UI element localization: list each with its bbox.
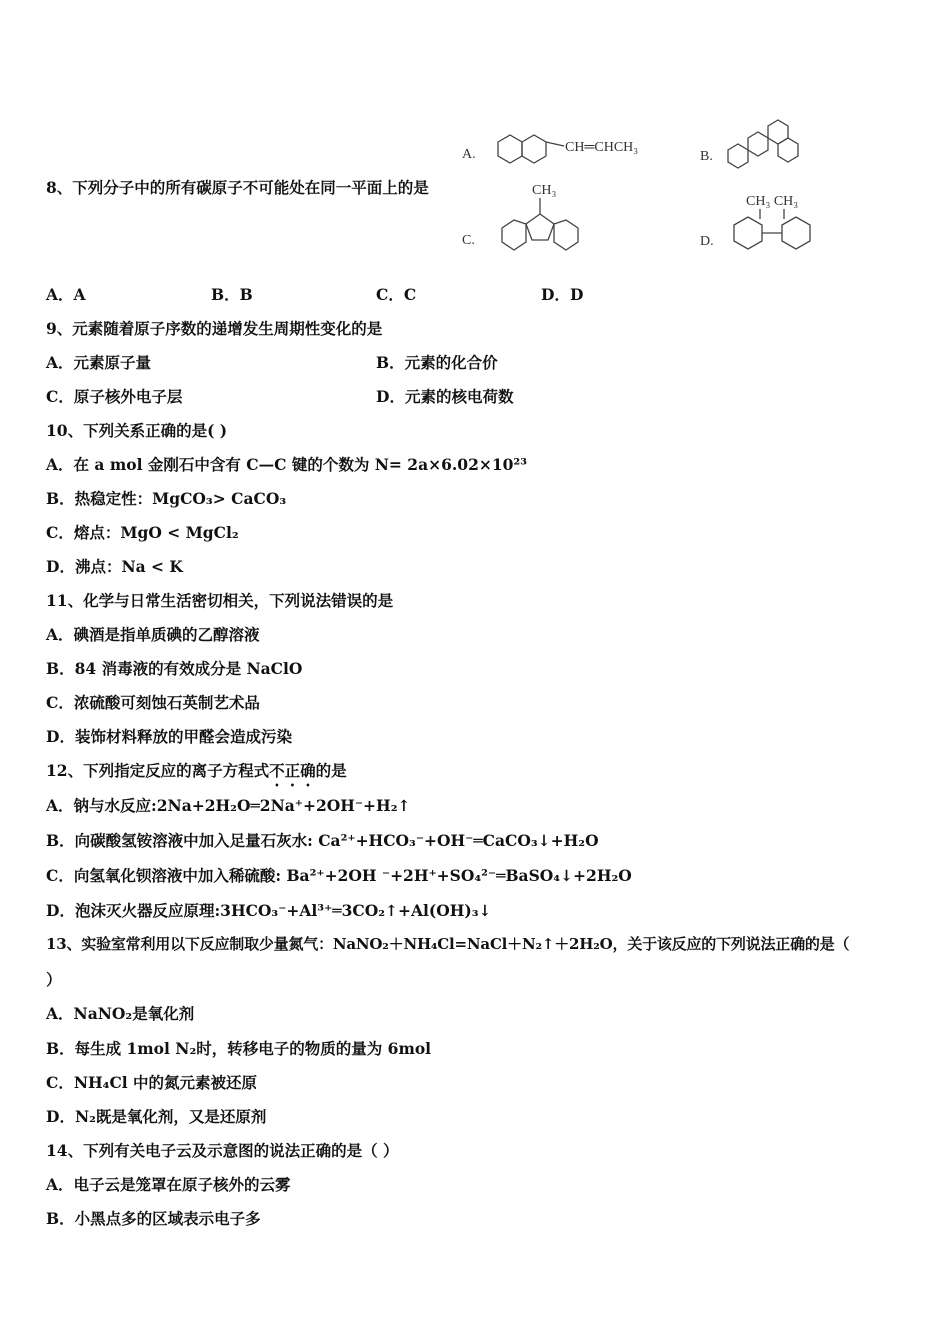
q8-option-a[interactable]: A．A xyxy=(46,285,86,304)
q13-option-d[interactable]: D．N₂既是氧化剂，又是还原剂 xyxy=(46,1107,267,1126)
q11-stem: 11、化学与日常生活密切相关，下列说法错误的是 xyxy=(46,591,394,610)
q10-option-b[interactable]: B．热稳定性：MgCO₃> CaCO₃ xyxy=(46,489,287,508)
q14-option-a[interactable]: A．电子云是笼罩在原子核外的云雾 xyxy=(46,1175,291,1194)
q11-option-c[interactable]: C．浓硫酸可刻蚀石英制艺术品 xyxy=(46,693,260,712)
q13-option-b[interactable]: B．每生成 1mol N₂时，转移电子的物质的量为 6mol xyxy=(46,1039,432,1058)
q9-option-a[interactable]: A．元素原子量 xyxy=(46,353,152,372)
structure-a-chain: CH═CHCH₃ xyxy=(565,140,639,155)
q13-option-a[interactable]: A．NaNO₂是氧化剂 xyxy=(46,1004,195,1023)
structure-c xyxy=(460,178,600,260)
q12-stem-post: 的是 xyxy=(315,761,347,780)
q12-option-d[interactable]: D．泡沫灭火器反应原理:3HCO₃⁻+Al³⁺═3CO₂↑+Al(OH)₃↓ xyxy=(46,901,492,920)
q9-stem: 9、元素随着原子序数的递增发生周期性变化的是 xyxy=(46,319,383,338)
q12-stem xyxy=(46,761,347,790)
q12-option-a[interactable]: A．钠与水反应:2Na+2H₂O═2Na⁺+2OH⁻+H₂↑ xyxy=(46,796,411,815)
structure-b xyxy=(698,118,823,178)
dimethylbiphenyl-ring-icon xyxy=(734,209,810,249)
q8-stem: 8、下列分子中的所有碳原子不可能处在同一平面上的是 xyxy=(46,178,429,197)
structure-c-methyl: CH₃ xyxy=(532,183,557,198)
structure-d-methyls: CH₃ CH₃ xyxy=(746,194,799,209)
q13-stem-cont: ） xyxy=(46,970,62,989)
q11-option-a[interactable]: A．碘酒是指单质碘的乙醇溶液 xyxy=(46,625,260,644)
q13-stem: 13、实验室常利用以下反应制取少量氮气：NaNO₂＋NH₄Cl=NaCl＋N₂↑＋2H₂O，关于该反应的下列说法正确的是（ xyxy=(46,935,850,953)
q10-stem: 10、下列关系正确的是( ) xyxy=(46,421,228,440)
q12-stem-emphasis: 不正确 xyxy=(269,761,316,780)
structure-a xyxy=(460,128,680,173)
structure-a-label: A. xyxy=(462,147,476,162)
structure-c-label: C. xyxy=(462,233,475,248)
phenanthrene-ring-icon xyxy=(728,120,798,168)
q10-option-a[interactable]: A．在 a mol 金刚石中含有 C—C 键的个数为 N= 2a×6.02×10²³ xyxy=(46,455,528,474)
structure-d-label: D. xyxy=(700,234,714,249)
q10-option-d[interactable]: D．沸点：Na < K xyxy=(46,557,183,576)
q8-option-d[interactable]: D．D xyxy=(541,285,584,304)
q12-option-b[interactable]: B．向碳酸氢铵溶液中加入足量石灰水: Ca²⁺+HCO₃⁻+OH⁻═CaCO₃↓+H₂O xyxy=(46,831,599,850)
q8-option-b[interactable]: B．B xyxy=(211,285,253,304)
q14-option-b[interactable]: B．小黑点多的区域表示电子多 xyxy=(46,1209,261,1228)
q12-option-c[interactable]: C．向氢氧化钡溶液中加入稀硫酸: Ba²⁺+2OH ⁻+2H⁺+SO₄²⁻═BaSO₄↓+2H₂O xyxy=(46,866,632,885)
q9-option-b[interactable]: B．元素的化合价 xyxy=(376,353,498,372)
q13-option-c[interactable]: C．NH₄Cl 中的氮元素被还原 xyxy=(46,1073,258,1092)
structure-b-label: B. xyxy=(700,149,713,164)
q12-stem-pre: 12、下列指定反应的离子方程式 xyxy=(46,761,270,780)
q10-option-c[interactable]: C．熔点：MgO < MgCl₂ xyxy=(46,523,239,542)
q11-option-b[interactable]: B．84 消毒液的有效成分是 NaClO xyxy=(46,659,303,678)
naphthalene-ring-icon xyxy=(498,135,564,163)
q9-option-d[interactable]: D．元素的核电荷数 xyxy=(376,387,514,406)
q9-option-c[interactable]: C．原子核外电子层 xyxy=(46,387,183,406)
structure-d xyxy=(698,183,828,258)
q14-stem: 14、下列有关电子云及示意图的说法正确的是（ ） xyxy=(46,1141,399,1160)
q8-option-c[interactable]: C．C xyxy=(376,285,417,304)
q11-option-d[interactable]: D．装饰材料释放的甲醛会造成污染 xyxy=(46,727,292,746)
fluorene-ring-icon xyxy=(502,198,578,250)
